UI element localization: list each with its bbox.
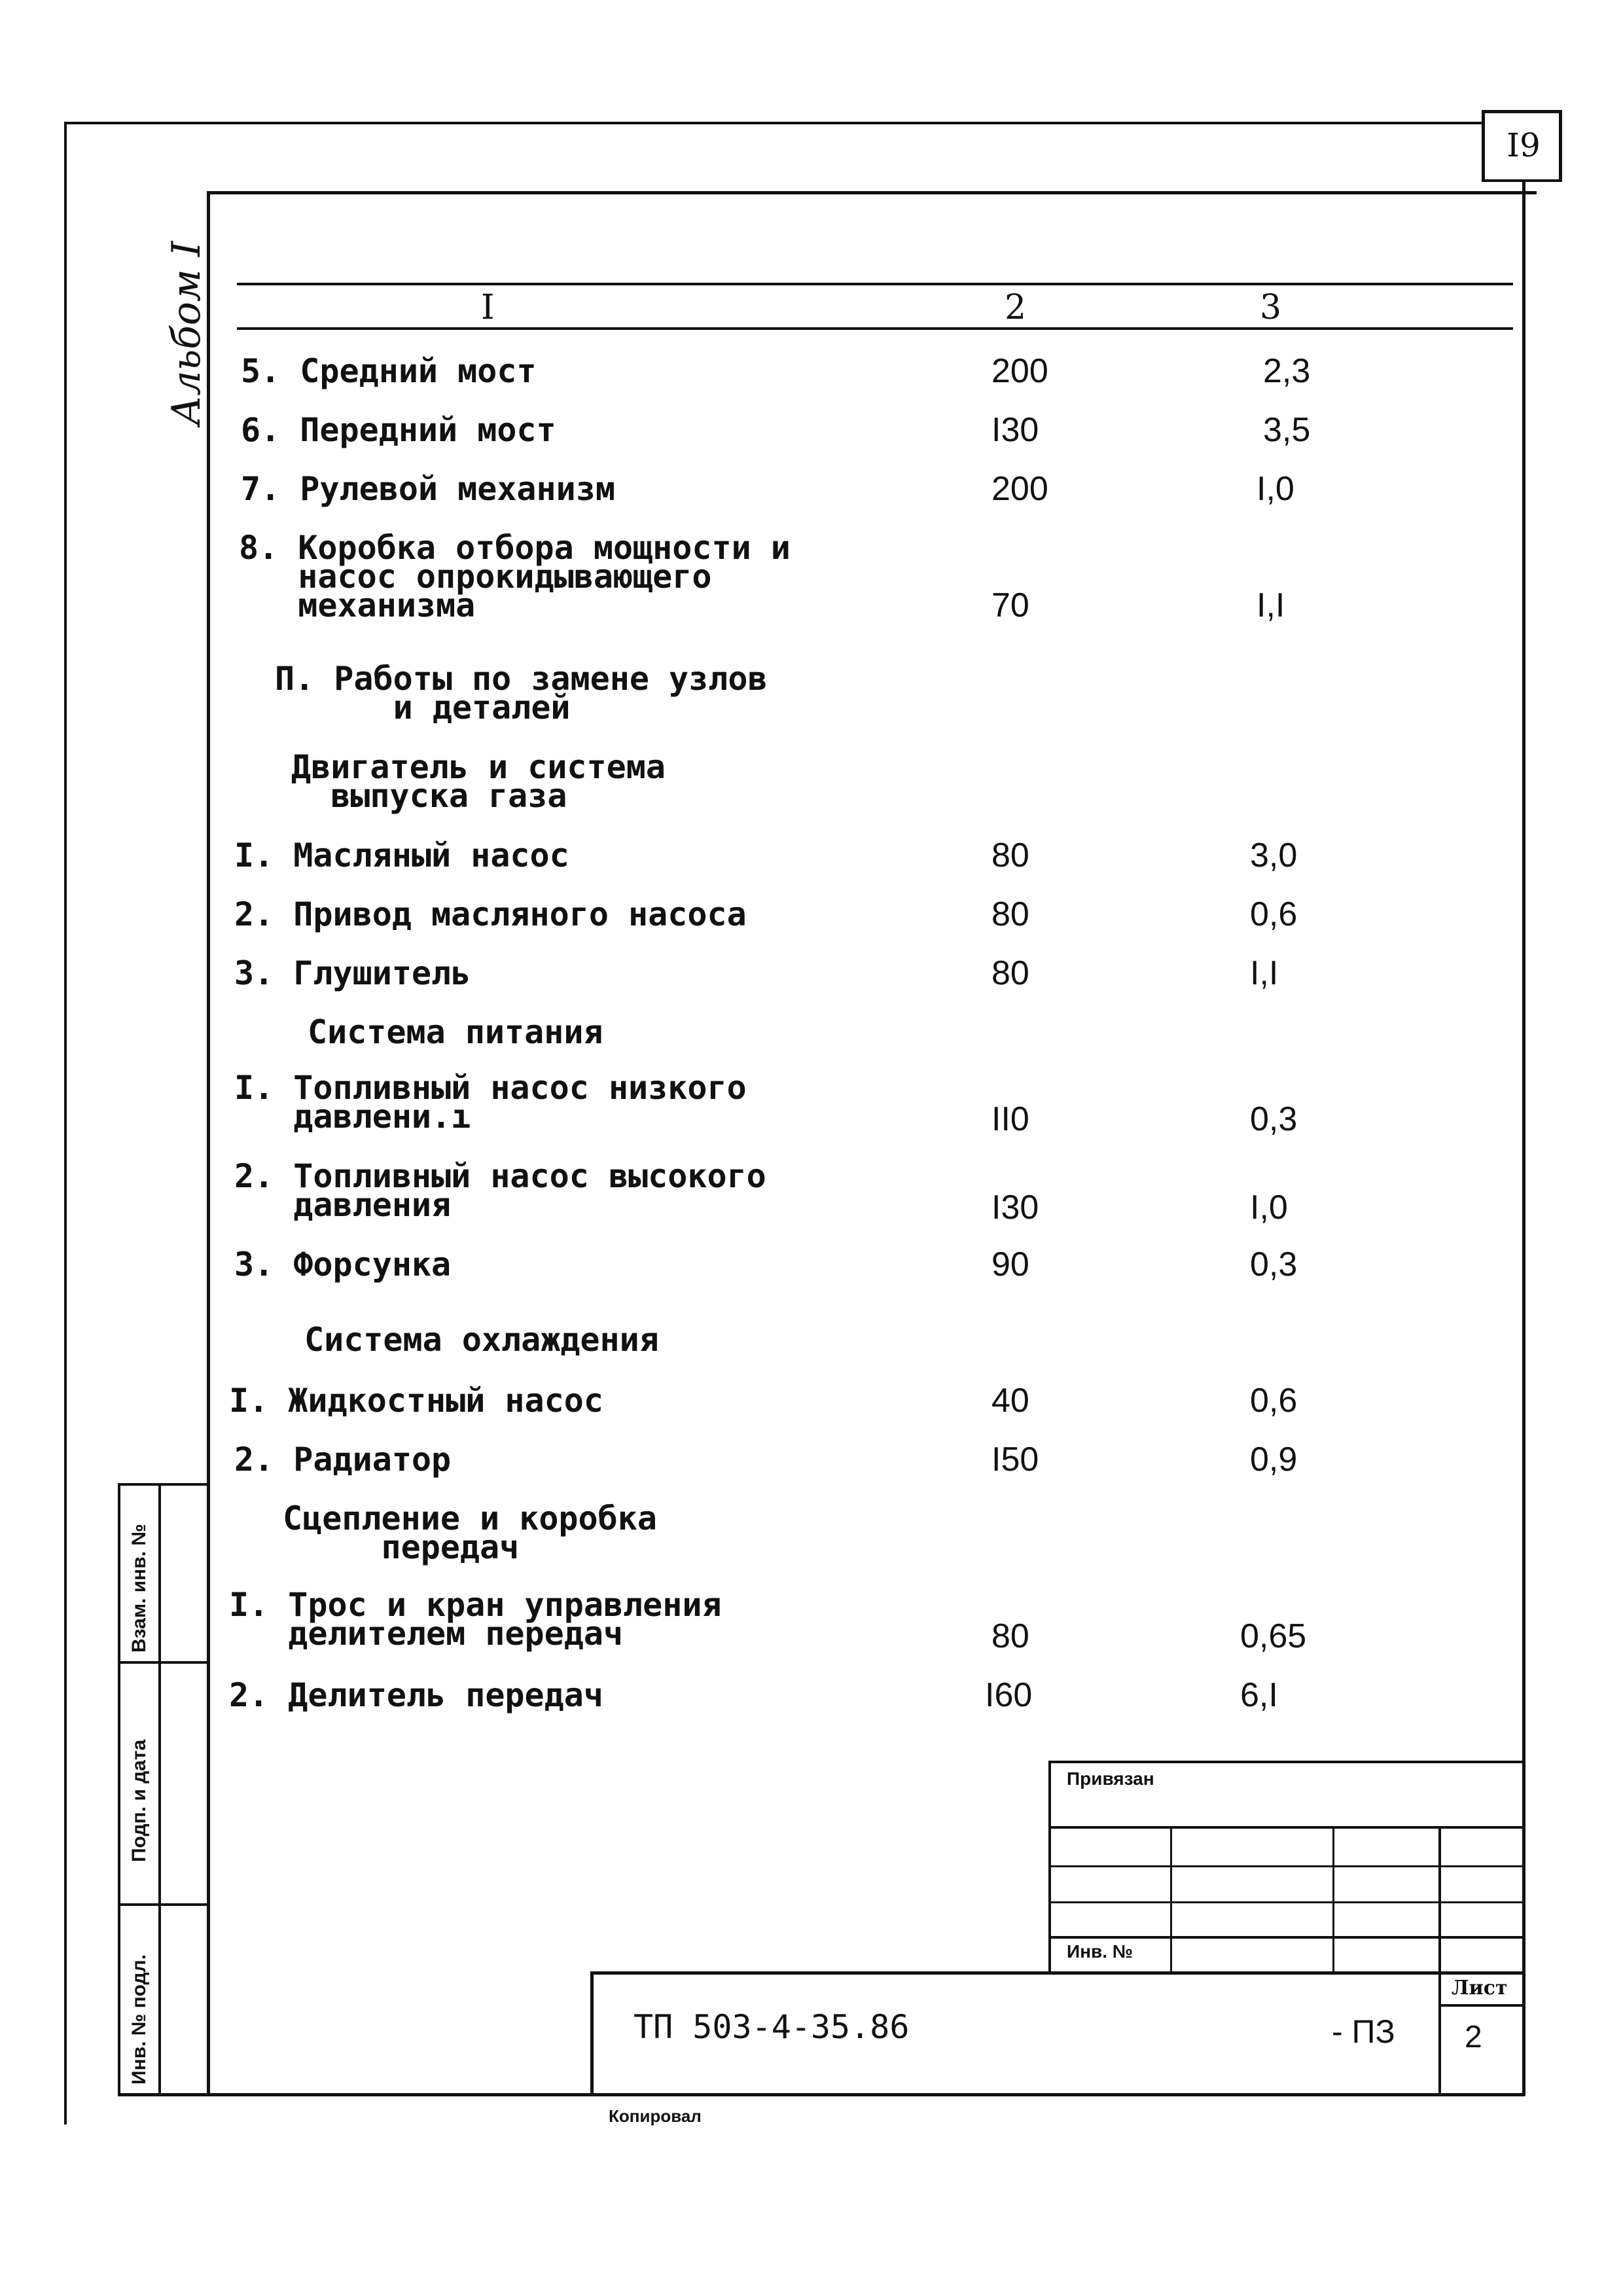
sheet-box-divider — [1438, 2004, 1525, 2007]
row-value-2: II0 — [991, 1100, 1029, 1138]
row-name: 5. Средний мост — [241, 352, 537, 390]
row-name: 2. Топливный насос высокого давления — [234, 1157, 766, 1224]
sheet-number: 2 — [1465, 2020, 1482, 2054]
copied-by-label: Копировал — [609, 2106, 702, 2126]
side-field-replace-inv: Взам. инв. № — [128, 1524, 150, 1653]
stamp-line-2 — [1048, 1865, 1525, 1867]
subsection-heading: Двигатель и система выпуска газа — [291, 748, 666, 815]
row-value-2: I60 — [985, 1676, 1033, 1714]
frame-top-line — [208, 191, 1537, 194]
document-designation: ТП 503-4-35.86 — [633, 2008, 910, 2046]
header-top-rule — [237, 283, 1513, 285]
row-value-2: 80 — [991, 836, 1029, 874]
row-value-3: I,0 — [1250, 1189, 1288, 1227]
stamp-upper-top — [1048, 1761, 1525, 1763]
row-value-2: 80 — [991, 1617, 1029, 1655]
row-value-2: 90 — [991, 1246, 1029, 1283]
row-value-3: 3,0 — [1250, 836, 1298, 874]
row-name: 8. Коробка отбора мощности и насос опрокидывающего механизма — [239, 529, 791, 624]
row-value-3: 2,3 — [1263, 352, 1311, 390]
row-value-2: I50 — [991, 1441, 1039, 1479]
stamp-vert-2 — [1332, 1826, 1334, 1973]
row-name: I. Топливный насос низкого давлени.ı — [234, 1069, 747, 1136]
side-block-mid — [158, 1484, 161, 2096]
side-block-div1 — [118, 1661, 209, 1664]
sheet-label: Лист — [1452, 1977, 1508, 2000]
row-name: 2. Привод масляного насоса — [234, 895, 747, 933]
stamp-line-3 — [1048, 1901, 1525, 1903]
row-value-2: I30 — [991, 1189, 1039, 1227]
row-name: 7. Рулевой механизм — [241, 470, 615, 508]
stamp-vert-1 — [1170, 1826, 1172, 1973]
frame-left-line — [207, 191, 210, 2096]
row-value-3: 6,I — [1240, 1676, 1278, 1714]
document-code: - ПЗ — [1332, 2013, 1395, 2050]
stamp-inv-no: Инв. № — [1067, 1941, 1133, 1962]
row-name: I. Масляный насос — [234, 836, 569, 874]
side-field-sign-date: Подп. и дата — [128, 1739, 150, 1862]
stamp-line-4 — [1048, 1936, 1525, 1939]
row-value-2: 200 — [991, 352, 1048, 390]
row-value-3: 0,3 — [1250, 1246, 1298, 1283]
side-block-top — [118, 1483, 209, 1486]
stamp-line-1 — [1048, 1826, 1525, 1829]
row-value-3: 3,5 — [1263, 411, 1311, 449]
row-value-2: 200 — [991, 470, 1048, 508]
subsection-heading: Система охлаждения — [304, 1321, 659, 1359]
stamp-privyazan: Привязан — [1067, 1768, 1154, 1789]
frame-bottom-line — [118, 2093, 1525, 2096]
row-value-3: 0,3 — [1250, 1100, 1298, 1138]
row-value-2: 80 — [991, 954, 1029, 992]
frame-right-line — [1522, 182, 1525, 2096]
row-value-2: 40 — [991, 1382, 1029, 1420]
side-block-left — [118, 1484, 120, 2096]
column-header-2: 2 — [1005, 288, 1027, 327]
section-heading: П. Работы по замене узлов и деталей — [275, 660, 768, 726]
outer-left-line — [64, 122, 67, 2125]
stamp-lower-left — [590, 1971, 594, 2096]
row-name: 2. Радиатор — [234, 1441, 452, 1479]
row-name: I. Трос и кран управления делителем передач — [229, 1586, 722, 1653]
subsection-heading: Сцепление и коробка передач — [283, 1499, 657, 1566]
row-name: 3. Форсунка — [234, 1246, 452, 1283]
row-value-3: 0,6 — [1250, 1382, 1298, 1420]
column-header-3: 3 — [1260, 288, 1282, 327]
row-name: I. Жидкостный насос — [229, 1382, 603, 1420]
page-number: I9 — [1507, 126, 1541, 164]
row-value-3: 0,65 — [1240, 1617, 1307, 1655]
stamp-vert-3 — [1438, 1826, 1441, 2096]
stamp-lower-top — [590, 1971, 1525, 1975]
header-bottom-rule — [237, 327, 1513, 330]
row-value-3: I,I — [1257, 586, 1285, 624]
side-block-div2 — [118, 1903, 209, 1906]
row-name: 6. Передний мост — [241, 411, 556, 449]
row-value-2: 70 — [991, 586, 1029, 624]
row-value-3: 0,6 — [1250, 895, 1298, 933]
row-value-3: I,I — [1250, 954, 1279, 992]
row-value-2: I30 — [991, 411, 1039, 449]
row-value-2: 80 — [991, 895, 1029, 933]
row-name: 3. Глушитель — [234, 954, 471, 992]
subsection-heading: Система питания — [308, 1013, 603, 1051]
row-value-3: 0,9 — [1250, 1441, 1298, 1479]
page-box-bottom — [1482, 179, 1561, 182]
row-name: 2. Делитель передач — [229, 1676, 603, 1714]
column-header-1: I — [481, 288, 495, 327]
row-value-3: I,0 — [1257, 470, 1294, 508]
side-field-inv-original: Инв. № подл. — [128, 1954, 150, 2085]
album-label: Альбом I — [164, 241, 209, 425]
outer-top-line — [64, 122, 1484, 124]
